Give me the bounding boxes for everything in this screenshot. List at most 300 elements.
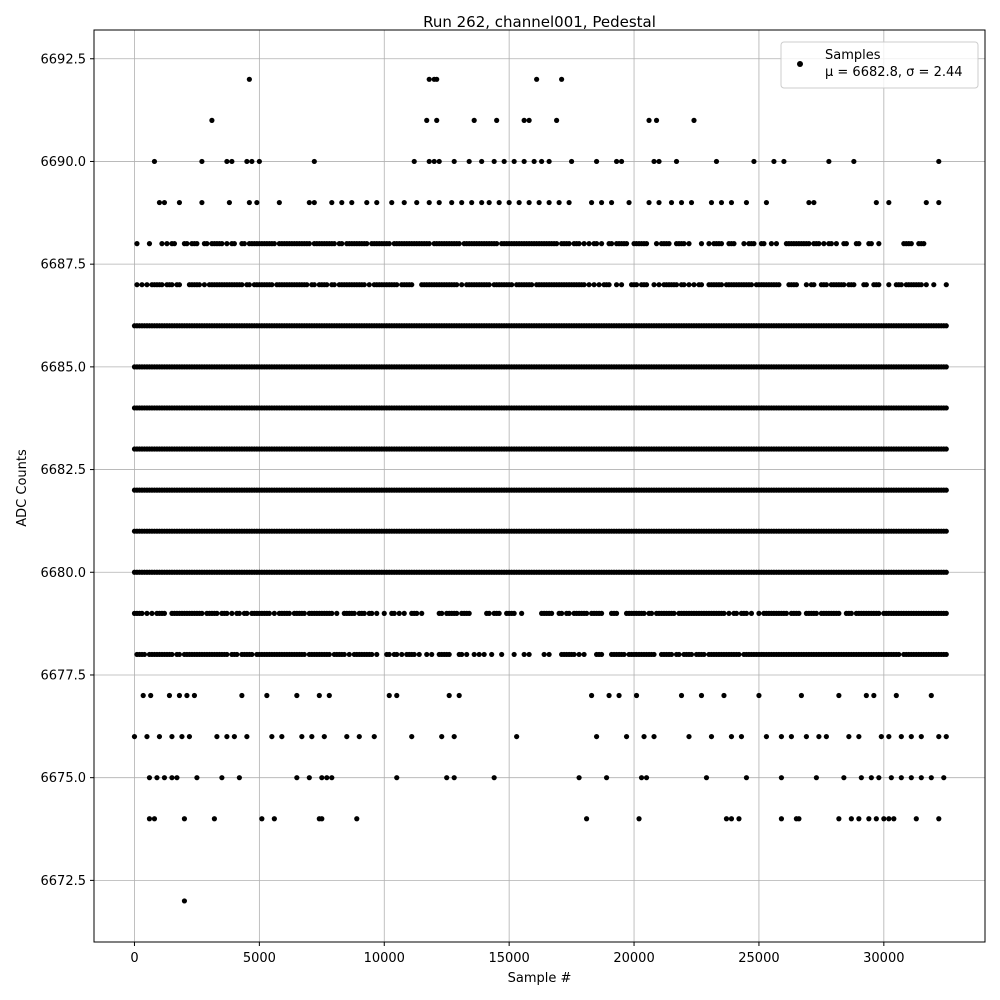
data-point	[567, 200, 572, 205]
data-point	[609, 200, 614, 205]
data-point	[294, 693, 299, 698]
data-point	[199, 200, 204, 205]
data-point	[264, 693, 269, 698]
data-point	[944, 488, 949, 493]
data-point	[846, 734, 851, 739]
data-point	[179, 734, 184, 739]
data-point	[184, 241, 189, 246]
data-point	[886, 734, 891, 739]
grid-lines	[94, 30, 985, 942]
data-point	[342, 652, 347, 657]
legend	[781, 42, 978, 88]
data-point	[224, 241, 229, 246]
data-point	[157, 200, 162, 205]
data-point	[362, 282, 367, 287]
data-point	[936, 159, 941, 164]
data-point	[219, 775, 224, 780]
data-point	[214, 734, 219, 739]
data-point	[749, 282, 754, 287]
data-point	[229, 159, 234, 164]
y-tick-label: 6687.5	[40, 257, 86, 273]
data-point	[144, 734, 149, 739]
data-point	[869, 241, 874, 246]
data-point	[751, 159, 756, 164]
data-point	[224, 652, 229, 657]
data-point	[719, 241, 724, 246]
data-point	[517, 200, 522, 205]
data-point	[866, 816, 871, 821]
data-point	[369, 652, 374, 657]
data-point	[239, 282, 244, 287]
data-point	[764, 200, 769, 205]
x-tick-label: 30000	[863, 951, 905, 966]
data-point	[177, 693, 182, 698]
data-point	[576, 775, 581, 780]
data-point	[724, 816, 729, 821]
data-point	[449, 200, 454, 205]
data-point	[814, 611, 819, 616]
data-point	[534, 77, 539, 82]
data-point	[944, 529, 949, 534]
data-point	[894, 693, 899, 698]
data-point	[157, 734, 162, 739]
data-point	[944, 323, 949, 328]
data-point	[619, 282, 624, 287]
data-point	[162, 200, 167, 205]
data-point	[899, 282, 904, 287]
data-point	[641, 734, 646, 739]
data-point	[851, 282, 856, 287]
data-point	[319, 816, 324, 821]
data-points	[132, 77, 949, 904]
data-point	[152, 816, 157, 821]
data-point	[944, 611, 949, 616]
data-point	[507, 200, 512, 205]
data-point	[394, 282, 399, 287]
data-point	[646, 118, 651, 123]
data-point	[811, 200, 816, 205]
data-point	[134, 241, 139, 246]
data-point	[267, 611, 272, 616]
data-point	[599, 611, 604, 616]
data-point	[686, 241, 691, 246]
data-point	[674, 159, 679, 164]
data-point	[382, 611, 387, 616]
data-point	[572, 652, 577, 657]
data-point	[591, 282, 596, 287]
data-point	[472, 118, 477, 123]
y-tick-label: 6692.5	[40, 52, 86, 68]
y-axis-label: ADC Counts	[15, 449, 30, 527]
data-point	[307, 241, 312, 246]
data-point	[836, 816, 841, 821]
data-point	[654, 118, 659, 123]
data-point	[527, 118, 532, 123]
data-point	[681, 282, 686, 287]
data-point	[714, 159, 719, 164]
data-point	[844, 241, 849, 246]
data-point	[372, 734, 377, 739]
data-point	[387, 693, 392, 698]
data-point	[614, 282, 619, 287]
data-point	[651, 159, 656, 164]
y-tick-label: 6682.5	[40, 463, 86, 479]
data-point	[214, 611, 219, 616]
data-point	[479, 200, 484, 205]
data-point	[447, 652, 452, 657]
data-point	[174, 775, 179, 780]
data-point	[656, 200, 661, 205]
data-point	[192, 693, 197, 698]
data-point	[849, 816, 854, 821]
data-point	[936, 816, 941, 821]
data-point	[799, 693, 804, 698]
data-point	[362, 611, 367, 616]
data-point	[586, 241, 591, 246]
data-point	[876, 775, 881, 780]
data-point	[841, 282, 846, 287]
data-point	[891, 816, 896, 821]
data-point	[269, 734, 274, 739]
data-point	[596, 282, 601, 287]
data-point	[829, 241, 834, 246]
data-point	[344, 734, 349, 739]
data-point	[502, 159, 507, 164]
data-point	[459, 200, 464, 205]
data-point	[182, 898, 187, 903]
data-point	[142, 652, 147, 657]
data-point	[761, 241, 766, 246]
data-point	[199, 611, 204, 616]
data-point	[169, 734, 174, 739]
data-point	[249, 652, 254, 657]
data-point	[789, 734, 794, 739]
data-point	[651, 734, 656, 739]
data-point	[669, 652, 674, 657]
data-point	[247, 77, 252, 82]
data-point	[277, 200, 282, 205]
data-point	[859, 775, 864, 780]
data-point	[512, 652, 517, 657]
data-point	[434, 118, 439, 123]
data-point	[816, 734, 821, 739]
data-point	[357, 734, 362, 739]
data-point	[141, 693, 146, 698]
data-point	[686, 734, 691, 739]
data-point	[414, 611, 419, 616]
data-point	[651, 282, 656, 287]
data-point	[439, 734, 444, 739]
data-point	[559, 611, 564, 616]
data-point	[452, 159, 457, 164]
data-point	[394, 693, 399, 698]
data-point	[224, 159, 229, 164]
data-point	[879, 734, 884, 739]
data-point	[686, 282, 691, 287]
data-point	[779, 816, 784, 821]
data-point	[721, 693, 726, 698]
data-point	[581, 652, 586, 657]
x-axis-ticks	[130, 942, 904, 966]
data-point	[452, 775, 457, 780]
data-point	[302, 652, 307, 657]
data-point	[387, 241, 392, 246]
data-point	[427, 241, 432, 246]
data-point	[494, 241, 499, 246]
data-point	[487, 282, 492, 287]
y-tick-label: 6690.0	[40, 154, 86, 170]
data-point	[512, 159, 517, 164]
data-point	[312, 200, 317, 205]
data-point	[669, 200, 674, 205]
data-point	[162, 775, 167, 780]
x-tick-label: 25000	[738, 951, 780, 966]
data-point	[452, 734, 457, 739]
data-point	[721, 611, 726, 616]
data-point	[876, 241, 881, 246]
data-point	[492, 775, 497, 780]
data-point	[869, 775, 874, 780]
data-point	[656, 159, 661, 164]
data-point	[454, 282, 459, 287]
data-point	[621, 652, 626, 657]
data-point	[586, 282, 591, 287]
data-point	[232, 241, 237, 246]
data-point	[317, 693, 322, 698]
data-point	[244, 611, 249, 616]
data-point	[899, 775, 904, 780]
data-point	[332, 282, 337, 287]
data-point	[594, 734, 599, 739]
data-point	[247, 282, 252, 287]
data-point	[699, 693, 704, 698]
data-point	[512, 611, 517, 616]
data-point	[924, 282, 929, 287]
data-point	[244, 159, 249, 164]
data-point	[352, 611, 357, 616]
data-point	[559, 77, 564, 82]
data-point	[532, 159, 537, 164]
data-point	[132, 734, 137, 739]
data-point	[427, 159, 432, 164]
data-point	[427, 77, 432, 82]
data-point	[654, 241, 659, 246]
data-point	[199, 159, 204, 164]
data-point	[509, 282, 514, 287]
data-point	[584, 611, 589, 616]
data-point	[374, 652, 379, 657]
data-point	[944, 282, 949, 287]
data-point	[147, 816, 152, 821]
data-point	[294, 775, 299, 780]
data-point	[619, 159, 624, 164]
data-point	[691, 282, 696, 287]
data-point	[821, 241, 826, 246]
data-point	[319, 775, 324, 780]
data-point	[149, 611, 154, 616]
data-point	[944, 405, 949, 410]
data-point	[254, 200, 259, 205]
data-point	[194, 241, 199, 246]
data-point	[886, 816, 891, 821]
data-point	[419, 611, 424, 616]
data-point	[164, 241, 169, 246]
data-point	[699, 241, 704, 246]
data-point	[749, 611, 754, 616]
data-point	[167, 693, 172, 698]
data-point	[929, 775, 934, 780]
data-point	[604, 775, 609, 780]
data-point	[159, 241, 164, 246]
data-point	[237, 775, 242, 780]
data-point	[701, 652, 706, 657]
data-point	[936, 200, 941, 205]
data-point	[641, 611, 646, 616]
data-point	[202, 282, 207, 287]
data-point	[919, 734, 924, 739]
data-point	[834, 241, 839, 246]
data-point	[679, 693, 684, 698]
data-point	[272, 816, 277, 821]
data-point	[162, 611, 167, 616]
data-point	[394, 652, 399, 657]
data-point	[329, 611, 334, 616]
data-point	[389, 200, 394, 205]
data-point	[139, 611, 144, 616]
data-point	[177, 652, 182, 657]
data-point	[634, 693, 639, 698]
data-point	[212, 816, 217, 821]
data-point	[159, 282, 164, 287]
data-point	[576, 652, 581, 657]
data-point	[454, 611, 459, 616]
data-point	[796, 611, 801, 616]
data-point	[497, 611, 502, 616]
data-point	[886, 282, 891, 287]
data-point	[796, 816, 801, 821]
data-point	[367, 282, 372, 287]
data-point	[874, 816, 879, 821]
data-point	[706, 241, 711, 246]
data-point	[387, 652, 392, 657]
data-point	[244, 734, 249, 739]
data-point	[656, 282, 661, 287]
data-point	[467, 611, 472, 616]
data-point	[224, 734, 229, 739]
data-point	[322, 734, 327, 739]
data-point	[644, 282, 649, 287]
data-point	[584, 816, 589, 821]
x-axis-label: Sample #	[507, 971, 572, 986]
data-point	[881, 816, 886, 821]
data-point	[369, 611, 374, 616]
data-point	[849, 611, 854, 616]
data-point	[547, 159, 552, 164]
data-point	[576, 241, 581, 246]
data-point	[856, 241, 861, 246]
data-point	[177, 200, 182, 205]
data-point	[676, 652, 681, 657]
data-point	[339, 200, 344, 205]
data-point	[497, 200, 502, 205]
data-point	[756, 611, 761, 616]
data-point	[374, 611, 379, 616]
data-point	[459, 652, 464, 657]
data-point	[929, 693, 934, 698]
data-point	[644, 241, 649, 246]
data-point	[589, 693, 594, 698]
data-point	[187, 734, 192, 739]
data-point	[876, 611, 881, 616]
data-point	[824, 282, 829, 287]
data-point	[599, 652, 604, 657]
data-point	[457, 241, 462, 246]
data-point	[147, 241, 152, 246]
data-point	[756, 693, 761, 698]
y-tick-label: 6675.0	[40, 771, 86, 787]
data-point	[522, 159, 527, 164]
data-point	[494, 118, 499, 123]
data-point	[779, 734, 784, 739]
data-point	[729, 816, 734, 821]
data-point	[312, 159, 317, 164]
data-point	[302, 611, 307, 616]
data-point	[744, 775, 749, 780]
data-point	[324, 775, 329, 780]
data-point	[519, 611, 524, 616]
data-point	[836, 611, 841, 616]
data-point	[751, 241, 756, 246]
data-point	[144, 611, 149, 616]
data-point	[924, 200, 929, 205]
data-point	[744, 611, 749, 616]
data-point	[679, 200, 684, 205]
data-point	[329, 775, 334, 780]
data-point	[402, 200, 407, 205]
data-point	[487, 200, 492, 205]
data-point	[691, 118, 696, 123]
data-point	[581, 241, 586, 246]
data-point	[527, 652, 532, 657]
data-point	[354, 816, 359, 821]
data-point	[402, 611, 407, 616]
data-point	[464, 652, 469, 657]
data-point	[794, 282, 799, 287]
x-tick-label: 10000	[363, 951, 405, 966]
data-point	[731, 241, 736, 246]
data-point	[427, 200, 432, 205]
data-point	[469, 200, 474, 205]
data-point	[457, 693, 462, 698]
data-point	[567, 611, 572, 616]
data-point	[169, 775, 174, 780]
data-point	[776, 282, 781, 287]
data-point	[804, 282, 809, 287]
data-point	[434, 77, 439, 82]
data-point	[931, 282, 936, 287]
data-point	[327, 693, 332, 698]
data-point	[409, 734, 414, 739]
x-tick-label: 20000	[613, 951, 655, 966]
data-point	[424, 118, 429, 123]
data-point	[599, 241, 604, 246]
data-point	[919, 282, 924, 287]
data-point	[549, 611, 554, 616]
data-point	[856, 734, 861, 739]
data-point	[307, 200, 312, 205]
data-point	[147, 775, 152, 780]
data-point	[639, 775, 644, 780]
